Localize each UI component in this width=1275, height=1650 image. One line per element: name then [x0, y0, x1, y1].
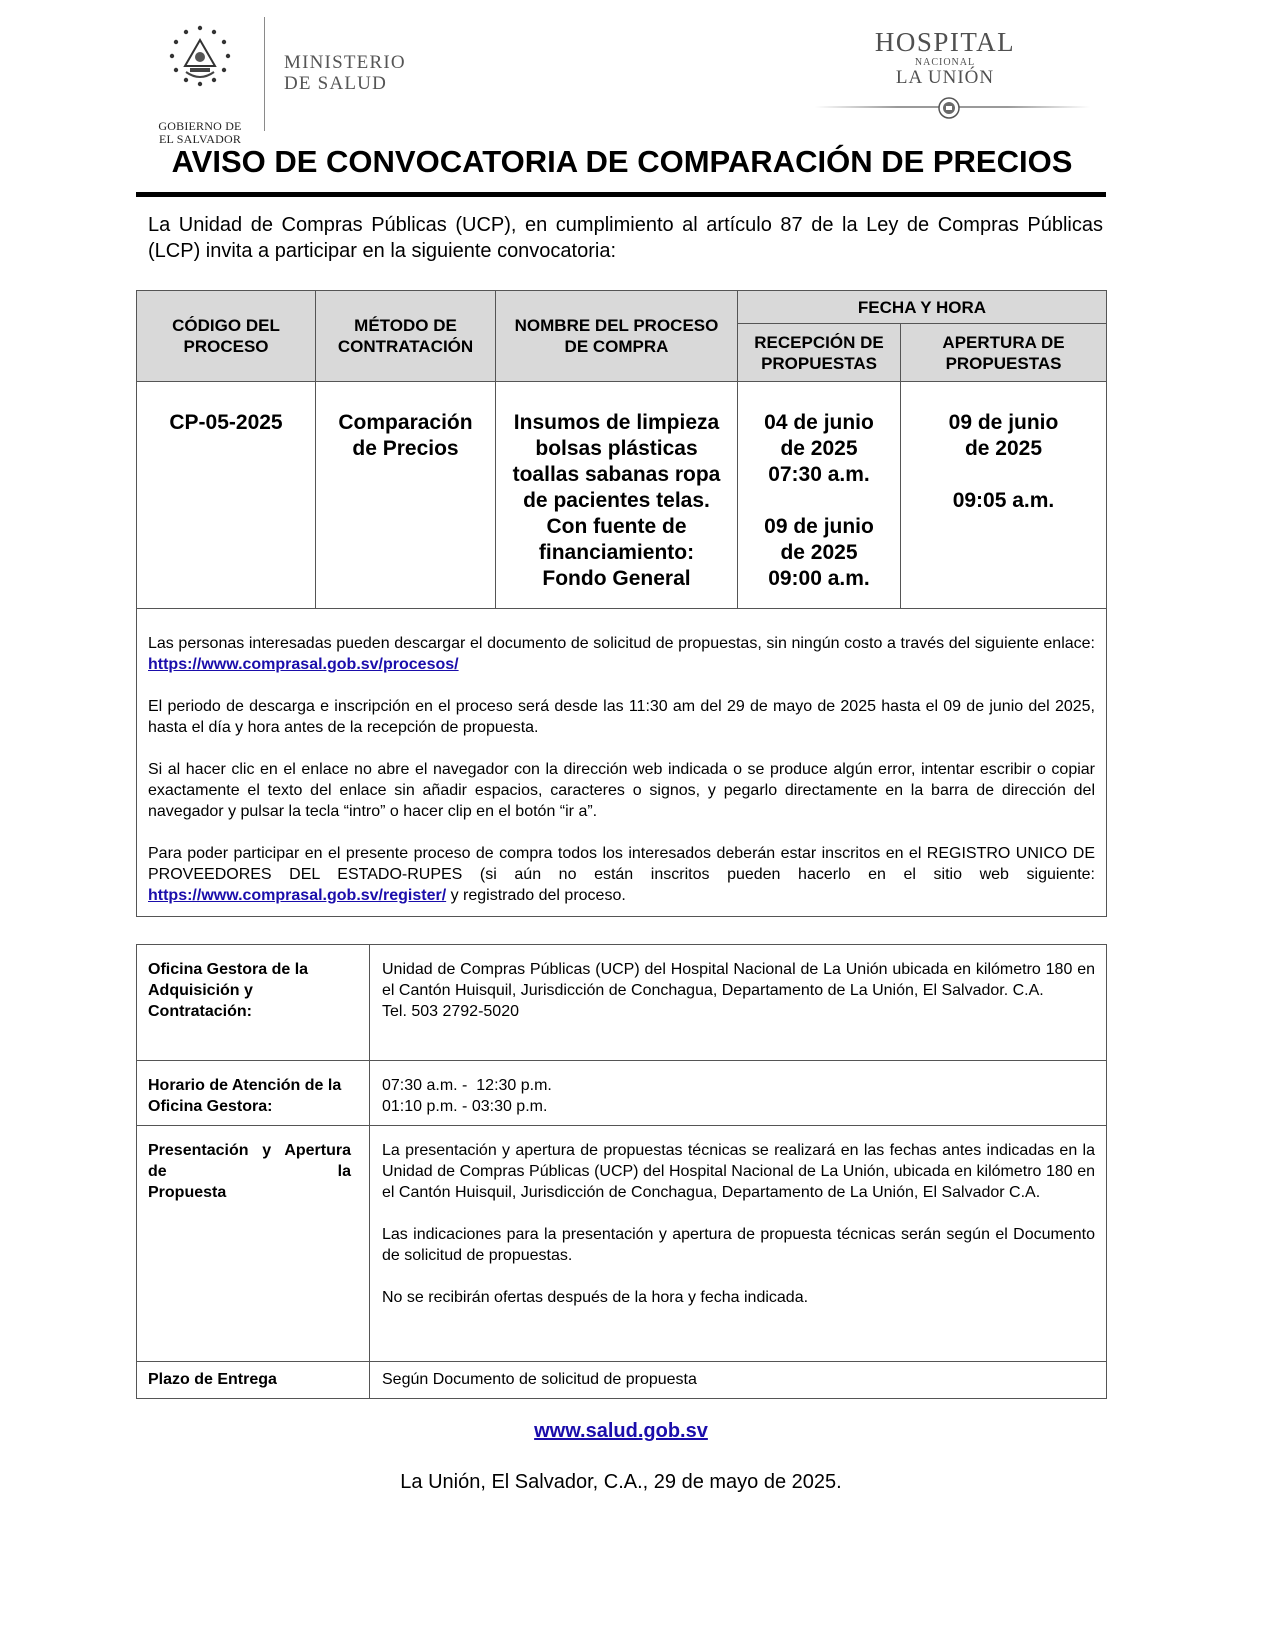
page-title: AVISO DE CONVOCATORIA DE COMPARACIÓN DE PRECIOS — [171, 144, 1073, 179]
horario-afternoon: 01:10 p.m. - 03:30 p.m. — [382, 1098, 548, 1115]
presentacion-paragraph-1: La presentación y apertura de propuestas técnicas se realizará en las fechas antes indicadas en la Unidad de Compras Públicas (UCP) del Hospital Nacional de La Unión, ubicada en kilómetro 180 en el Cantón Huisquil, Jurisdicción de Conchagua, Departamento de La Unión, El Salvador C.A. — [382, 1142, 1095, 1201]
horario-value — [370, 1061, 1107, 1126]
process-table — [136, 290, 1107, 917]
plazo-label: Plazo de Entrega — [137, 1362, 370, 1399]
plazo-value: Según Documento de solicitud de propuesta — [370, 1362, 1107, 1399]
comprasal-procesos-link[interactable]: https://www.comprasal.gob.sv/procesos/ — [148, 656, 459, 673]
note-period: El periodo de descarga e inscripción en el proceso será desde las 11:30 am del 29 de mayo de 2025 hasta el 09 de junio del 2025, hasta el día y hora antes de la recepción de propuesta. — [148, 698, 1095, 736]
horario-morning: 07:30 a.m. - 12:30 p.m. — [382, 1077, 552, 1094]
header-codigo: CÓDIGO DEL PROCESO — [137, 291, 316, 382]
header-divider — [264, 17, 265, 131]
oficina-address: Unidad de Compras Públicas (UCP) del Hospital Nacional de La Unión ubicada en kilómetro 180 en el Cantón Huisquil, Jurisdicción de Conchagua, Departamento de La Unión, El Salvador. C.A. — [382, 961, 1095, 999]
horario-label: Horario de Atención de la Oficina Gestora: — [137, 1061, 370, 1126]
header-metodo: MÉTODO DE CONTRATACIÓN — [316, 291, 496, 382]
header-recepcion: RECEPCIÓN DE PROPUESTAS — [738, 324, 901, 382]
presentacion-value — [370, 1126, 1107, 1362]
comprasal-register-link[interactable]: https://www.comprasal.gob.sv/register/ — [148, 887, 447, 904]
details-table — [136, 944, 1107, 1399]
cell-apertura: 09 de junio de 2025 09:05 a.m. — [901, 382, 1107, 609]
presentacion-label-text: Presentación y Apertura de la — [148, 1142, 351, 1180]
presentacion-paragraph-2: Las indicaciones para la presentación y apertura de propuesta técnicas serán según el Documento de solicitud de propuestas. — [382, 1226, 1095, 1264]
note-link-help: Si al hacer clic en el enlace no abre el navegador con la dirección web indicada o se produce algún error, intentar escribir o copiar exactamente el texto del enlace sin añadir espacios, caracteres o signos, y pegarlo directamente en la barra de dirección del navegador y pulsar la tecla “intro” o hacer clip en el botón “ir a”. — [148, 761, 1095, 820]
title-underline — [136, 192, 1106, 197]
el-salvador-coat-of-arms-icon — [168, 24, 232, 88]
note-registration-tail: y registrado del proceso. — [446, 887, 626, 904]
hospital-logo — [815, 28, 1075, 88]
government-logo — [150, 22, 250, 146]
note-registration-text: Para poder participar en el presente proceso de compra todos los interesados deberán estar inscritos en el REGISTRO UNICO DE PROVEEDORES DEL ESTADO-RUPES (si aún no están inscritos pueden hacerlo en el sitio web siguiente: — [148, 845, 1095, 883]
hospital-name-line2: NACIONAL — [914, 57, 976, 68]
presentacion-label — [137, 1126, 370, 1362]
hospital-name-line1: HOSPITAL — [874, 27, 1016, 57]
presentacion-label-last: Propuesta — [148, 1184, 227, 1201]
cell-recepcion: 04 de junio de 2025 07:30 a.m. 09 de junio de 2025 09:00 a.m. — [738, 382, 901, 609]
intro-paragraph: La Unidad de Compras Públicas (UCP), en cumplimiento al artículo 87 de la Ley de Compras Públicas (LCP) invita a participar en la siguiente convocatoria: — [148, 214, 1103, 262]
note-download-text: Las personas interesadas pueden descargar el documento de solicitud de propuestas, sin ningún costo a través del siguiente enlace: — [148, 635, 1095, 652]
hospital-seal-icon — [937, 96, 961, 120]
oficina-phone: Tel. 503 2792-5020 — [382, 1003, 519, 1020]
header-fecha-hora: FECHA Y HORA — [738, 291, 1107, 324]
oficina-value — [370, 945, 1107, 1061]
salud-website-link[interactable]: www.salud.gob.sv — [534, 1420, 708, 1442]
hospital-name-line3: LA UNIÓN — [895, 67, 995, 88]
government-name: GOBIERNO DE EL SALVADOR — [158, 119, 242, 146]
cell-nombre: Insumos de limpieza bolsas plásticas toallas sabanas ropa de pacientes telas. Con fuente de financiamiento: Fondo General — [496, 382, 738, 609]
place-and-date: La Unión, El Salvador, C.A., 29 de mayo de 2025. — [400, 1471, 842, 1493]
cell-codigo: CP-05-2025 — [137, 382, 316, 609]
presentacion-paragraph-3: No se recibirán ofertas después de la hora y fecha indicada. — [382, 1289, 809, 1306]
cell-metodo: Comparación de Precios — [316, 382, 496, 609]
header-nombre: NOMBRE DEL PROCESO DE COMPRA — [496, 291, 738, 382]
note-registration — [148, 843, 1095, 906]
note-download — [148, 633, 1095, 675]
oficina-label: Oficina Gestora de la Adquisición y Contratación: — [137, 945, 370, 1061]
ministry-name: MINISTERIO DE SALUD — [284, 52, 406, 94]
header-apertura: APERTURA DE PROPUESTAS — [901, 324, 1107, 382]
notes-cell — [137, 609, 1107, 917]
